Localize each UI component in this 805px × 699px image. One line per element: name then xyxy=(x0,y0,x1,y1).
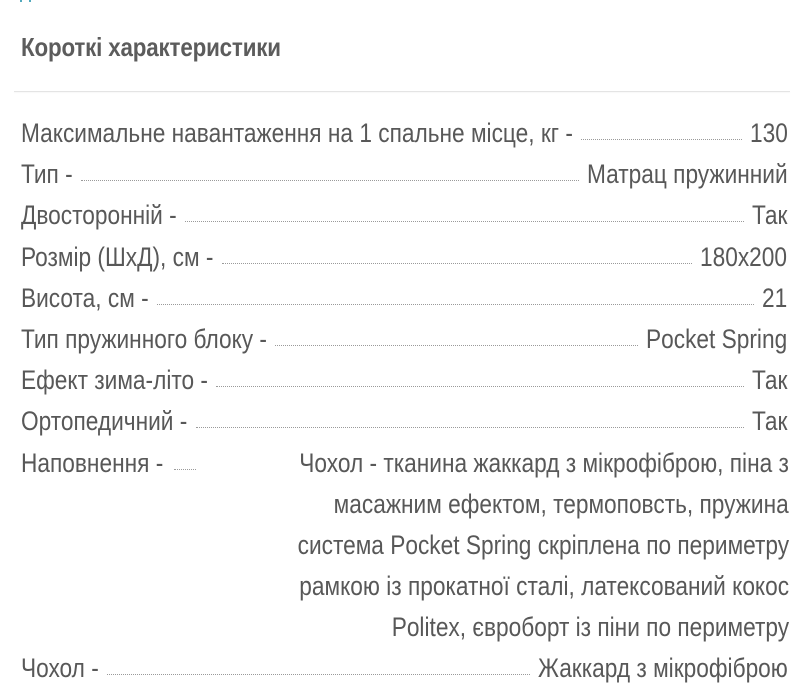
dotted-leader xyxy=(185,195,744,222)
spec-value: Матрац пружинний xyxy=(587,159,788,190)
spec-label: Максимальне навантаження на 1 спальне місце, кг - xyxy=(21,118,573,148)
spec-row-double-sided xyxy=(21,195,788,236)
spec-row-type xyxy=(21,154,788,195)
dotted-leader xyxy=(216,360,744,387)
spec-row-height xyxy=(21,278,788,319)
spec-label: Чохол - xyxy=(21,653,99,684)
spec-label: Висота, см - xyxy=(21,282,149,313)
spec-value: Так xyxy=(752,406,788,437)
dotted-leader xyxy=(174,443,196,470)
dotted-leader xyxy=(222,237,692,264)
spec-row-size xyxy=(21,237,788,278)
spec-value: Так xyxy=(752,365,788,396)
spec-label: Ортопедичний - xyxy=(21,406,188,437)
spec-value: Pocket Spring xyxy=(646,323,788,354)
dotted-leader xyxy=(275,319,638,346)
spec-row-orthopedic xyxy=(21,401,788,442)
divider xyxy=(14,91,790,92)
spec-label: Двосторонній - xyxy=(21,200,177,231)
spec-label: Ефект зима-літо - xyxy=(21,365,208,396)
spec-value-multiline: Чохол - тканина жаккард з мікрофіброю, піна з масажним ефектом, термоповсть, пружина система Pocket Spring скріплена по периметру рамкою із прокатної сталі, латексований кокос Politex, євроборт із піни по периметру xyxy=(297,447,790,643)
spec-row-spring-block-type xyxy=(21,319,788,360)
spec-row-winter-summer xyxy=(21,360,788,401)
dotted-leader xyxy=(196,401,744,428)
dotted-leader xyxy=(157,278,754,305)
spec-value: Жаккард з мікрофіброю xyxy=(538,653,788,684)
specs-list xyxy=(21,113,788,690)
dotted-leader xyxy=(581,113,742,140)
spec-label: Розмір (ШхД), см - xyxy=(21,241,214,272)
truncated-link-fragment xyxy=(20,0,34,3)
spec-row-cover xyxy=(21,648,788,689)
spec-value: Так xyxy=(752,200,788,231)
spec-value: 21 xyxy=(762,282,788,313)
spec-value: 180x200 xyxy=(700,241,788,272)
dotted-leader xyxy=(107,648,530,675)
section-title: Короткі характеристики xyxy=(21,32,281,62)
spec-row-max-load xyxy=(21,113,788,154)
spec-label: Тип - xyxy=(21,159,73,190)
spec-label: Тип пружинного блоку - xyxy=(21,323,267,354)
spec-label: Наповнення - xyxy=(21,447,164,478)
spec-row-filling xyxy=(21,443,788,649)
dotted-leader xyxy=(81,154,579,181)
spec-value: 130 xyxy=(750,118,788,148)
